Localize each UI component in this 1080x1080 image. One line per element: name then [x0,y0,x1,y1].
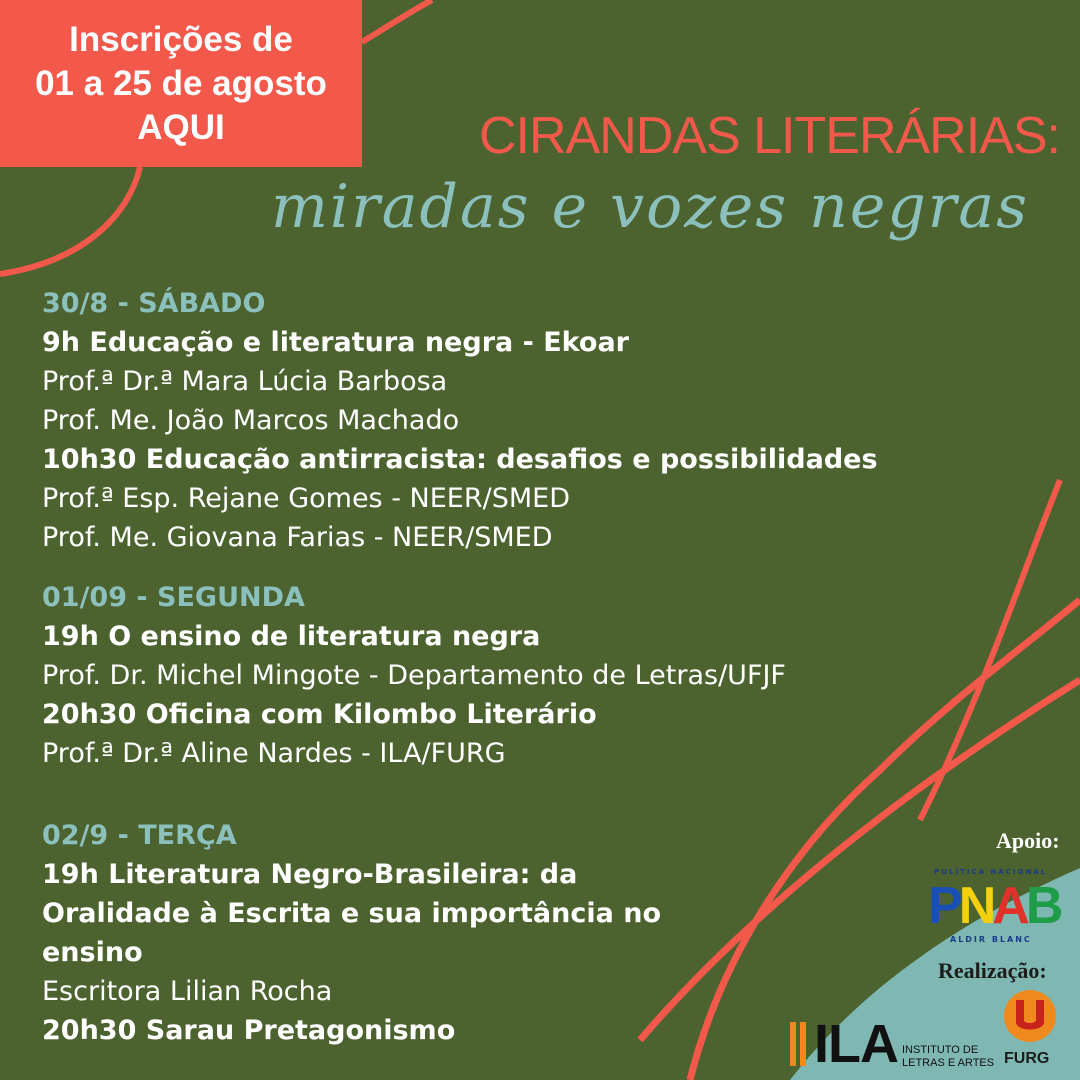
pnab-top-text: POLÍTICA NACIONAL [934,868,1048,876]
speaker: Prof.ª Dr.ª Mara Lúcia Barbosa [42,366,448,397]
schedule-day [42,579,1032,773]
pnab-logo [928,868,1070,948]
pnab-letter: N [958,877,993,935]
schedule [42,285,1032,1050]
furg-emblem-icon [1002,988,1058,1044]
organizer-label: Realização: [938,958,1047,983]
pnab-bottom-text: ALDIR BLANC [950,935,1032,944]
ila-caption [902,1044,994,1070]
furg-logo [1000,988,1060,1074]
speaker: Prof. Me. Giovana Farias - NEER/SMED [42,522,553,553]
talk-title: 19h Literatura Negro-Brasileira: da Oralidade à Escrita e sua importância no ensino [42,859,662,968]
ila-bars-icon [790,1022,812,1066]
speaker: Prof.ª Esp. Rejane Gomes - NEER/SMED [42,483,570,514]
page-subtitle: miradas e vozes negras [271,172,1029,242]
ila-logo [790,1016,1000,1072]
day-heading: 01/09 - SEGUNDA [42,582,305,613]
coral-curve-top [362,0,432,42]
day-heading: 02/9 - TERÇA [42,820,237,851]
talk-title: 20h30 Oficina com Kilombo Literário [42,699,597,730]
speaker: Escritora Lilian Rocha [42,976,333,1007]
pnab-letter: B [1025,877,1060,935]
speaker: Prof.ª Dr.ª Aline Nardes - ILA/FURG [42,738,506,769]
registration-button[interactable] [0,0,362,167]
pnab-letter: A [992,877,1026,935]
registration-line-1: Inscrições de [69,19,293,59]
ila-caption-line: INSTITUTO DE [902,1044,979,1056]
coral-curve-left [0,167,140,274]
talk-title: 20h30 Sarau Pretagonismo [42,1015,456,1046]
support-label: Apoio: [996,828,1060,853]
registration-line-2: 01 a 25 de agosto [35,63,327,103]
speaker: Prof. Me. João Marcos Machado [42,405,460,436]
ila-caption-line: LETRAS E ARTES [902,1057,995,1069]
pnab-letter: P [928,877,959,935]
day-heading: 30/8 - SÁBADO [42,288,266,319]
registration-line-3: AQUI [137,107,225,147]
furg-wordmark: FURG [1004,1050,1050,1067]
speaker: Prof. Dr. Michel Mingote - Departamento de Letras/UFJF [42,660,786,691]
talk-title: 9h Educação e literatura negra - Ekoar [42,327,629,358]
schedule-day [42,285,1032,557]
pnab-wordmark [928,878,1059,934]
page-title: CIRANDAS LITERÁRIAS: [478,107,1060,165]
ila-wordmark: ILA [814,1014,898,1074]
talk-title: 10h30 Educação antirracista: desafios e possibilidades [42,444,878,475]
talk-title: 19h O ensino de literatura negra [42,621,541,652]
